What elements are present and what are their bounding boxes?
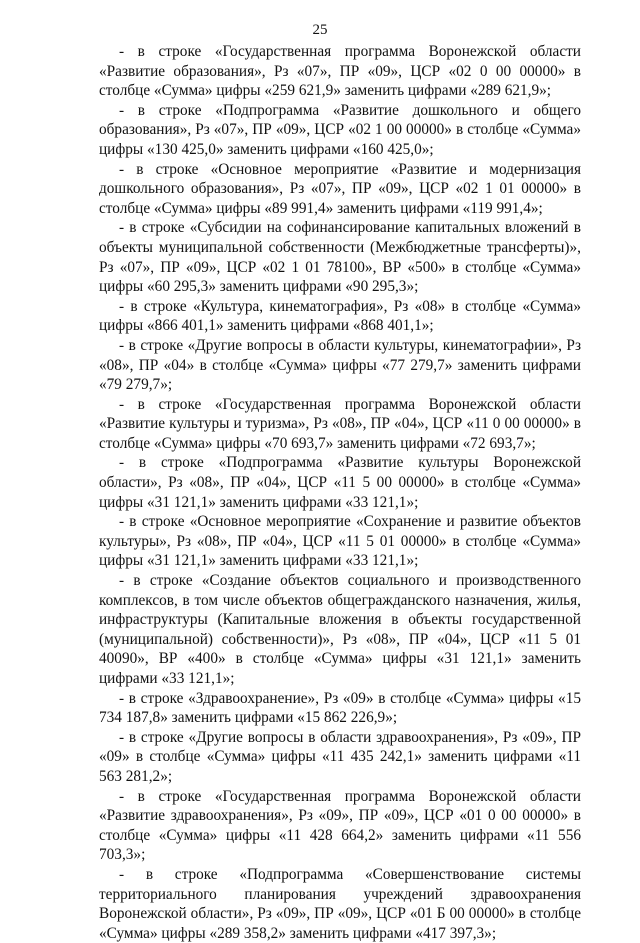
amendments-list <box>99 42 581 943</box>
amendment-paragraph: - в строке «Здравоохранение», Рз «09» в столбце «Сумма» цифры «15 734 187,8» заменить цифрами «15 862 226,9»; <box>99 689 581 727</box>
amendment-paragraph: - в строке «Подпрограмма «Развитие культуры Воронежской области», Рз «08», ПР «04», ЦСР «11 5 00 00000» в столбце «Сумма» цифры «31 121,1» заменить цифрами «33 121,1»; <box>99 454 581 511</box>
amendment-paragraph: - в строке «Основное мероприятие «Сохранение и развитие объектов культуры», Рз «08», ПР «04», ЦСР «11 5 01 00000» в столбце «Сумма» цифры «31 121,1» заменить цифрами «33 121,1»; <box>99 513 581 570</box>
amendment-paragraph: - в строке «Другие вопросы в области здравоохранения», Рз «09», ПР «09» в столбце «Сумма» цифры «11 435 242,1» заменить цифрами «11 563 281,2»; <box>99 728 581 785</box>
amendment-paragraph: - в строке «Государственная программа Воронежской области «Развитие образования», Рз «07», ПР «09», ЦСР «02 0 00 00000» в столбце «Сумма» цифры «259 621,9» заменить цифрами «289 621,9»; <box>99 43 581 100</box>
amendment-paragraph: - в строке «Государственная программа Воронежской области «Развитие культуры и туризма», Рз «08», ПР «04», ЦСР «11 0 00 00000» в столбце «Сумма» цифры «70 693,7» заменить цифрами «72 693,7»; <box>99 395 581 452</box>
amendment-paragraph: - в строке «Основное мероприятие «Развитие и модернизация дошкольного образования», Рз «07», ПР «09», ЦСР «02 1 01 00000» в столбце «Сумма» цифры «89 991,4» заменить цифрами «119 991,4»; <box>99 160 581 217</box>
amendment-paragraph: - в строке «Субсидии на софинансирование капитальных вложений в объекты муниципальной собственности (Межбюджетные трансферты)», Рз «07», ПР «09», ЦСР «02 1 01 78100», ВР «500» в столбце «Сумма» цифры «60 295,3» заменить цифрами «90 295,3»; <box>99 219 581 296</box>
page-number: 25 <box>312 22 328 38</box>
amendment-paragraph: - в строке «Культура, кинематография», Рз «08» в столбце «Сумма» цифры «866 401,1» заменить цифрами «868 401,1»; <box>99 297 581 335</box>
amendment-paragraph: - в строке «Подпрограмма «Совершенствование системы территориального планирования учреждений здравоохранения Воронежской области», Рз «09», ПР «09», ЦСР «01 Б 00 00000» в столбце «Сумма» цифры «289 358,2» заменить цифрами «417 397,3»; <box>99 865 581 942</box>
amendment-paragraph: - в строке «Создание объектов социального и производственного комплексов, в том числе объектов общегражданского назначения, жилья, инфраструктуры (Капитальные вложения в объекты государственной (муниципальной) собственности)», Рз «08», ПР «04», ЦСР «11 5 01 40090», ВР «400» в столбце «Сумма» цифры «31 121,1» заменить цифрами «33 121,1»; <box>99 572 581 687</box>
amendment-paragraph: - в строке «Подпрограмма «Развитие дошкольного и общего образования», Рз «07», ПР «09», ЦСР «02 1 00 00000» в столбце «Сумма» цифры «130 425,0» заменить цифрами «160 425,0»; <box>99 101 581 158</box>
amendment-paragraph: - в строке «Другие вопросы в области культуры, кинематографии», Рз «08», ПР «04» в столбце «Сумма» цифры «77 279,7» заменить цифрами «79 279,7»; <box>99 336 581 394</box>
amendment-paragraph: - в строке «Государственная программа Воронежской области «Развитие здравоохранения», Рз «09», ПР «09», ЦСР «01 0 00 00000» в столбце «Сумма» цифры «11 428 664,2» заменить цифрами «11 556 703,3»; <box>99 787 581 864</box>
